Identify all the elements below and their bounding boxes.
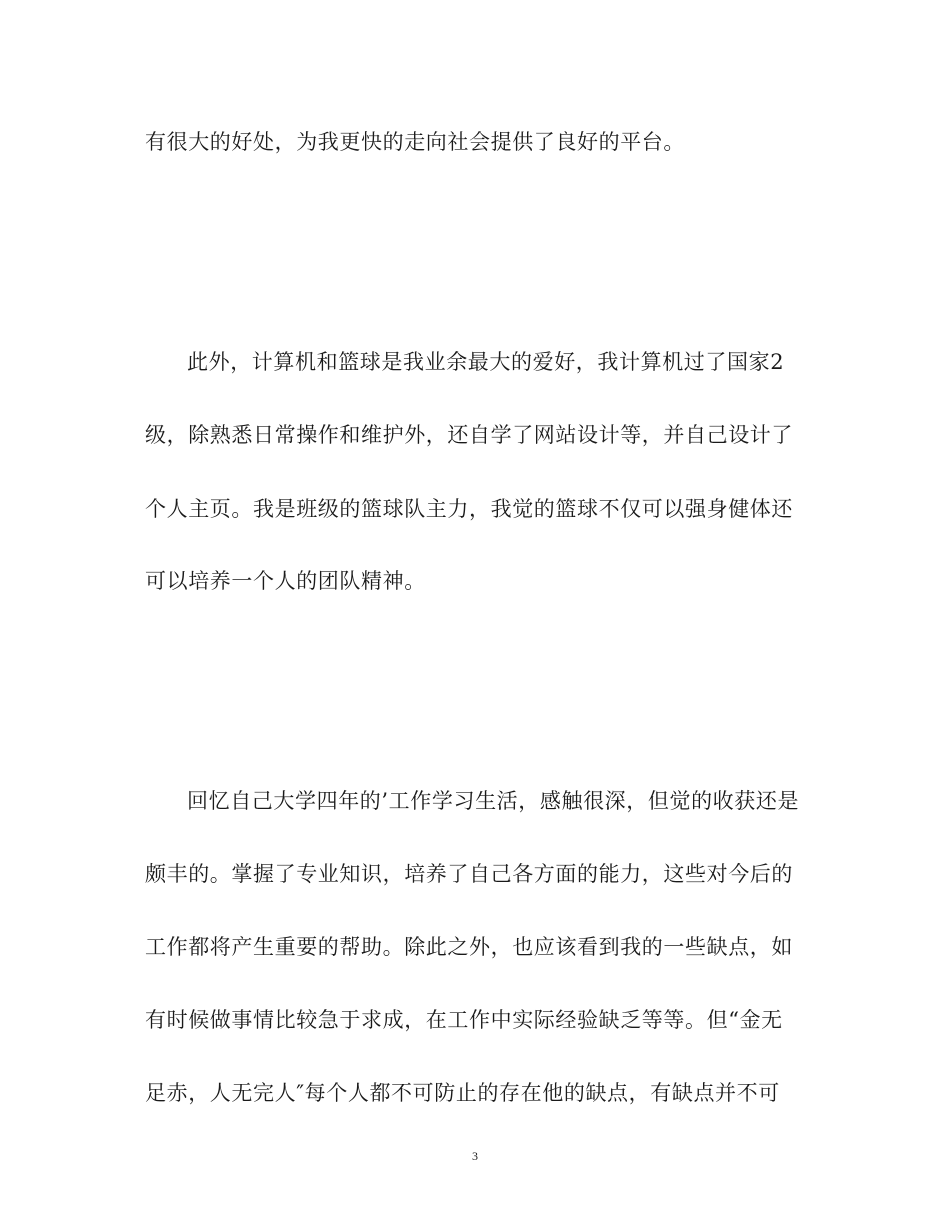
text-line: 足赤，人无完人″每个人都不可防止的存在他的缺点，有缺点并不可	[145, 1081, 780, 1105]
text-line: 此外，计算机和篮球是我业余最大的爱好，我计算机过了国家2	[187, 350, 785, 374]
text-line: 级，除熟悉日常操作和维护外，还自学了网站设计等，并自己设计了	[145, 423, 793, 447]
text-line: 个人主页。我是班级的篮球队主力，我觉的篮球不仅可以强身健体还	[145, 497, 793, 521]
text-line: 颇丰的。掌握了专业知识，培养了自己各方面的能力，这些对今后的	[145, 862, 793, 886]
text-line: 可以培养一个人的团队精神。	[145, 569, 426, 593]
text-line: 工作都将产生重要的帮助。除此之外，也应该看到我的一些缺点，如	[145, 935, 793, 959]
text-line: 有时候做事情比较急于求成，在工作中实际经验缺乏等等。但“金无	[145, 1008, 783, 1032]
text-line: 有很大的好处，为我更快的走向社会提供了良好的平台。	[145, 130, 685, 154]
text-line: 回忆自己大学四年的’工作学习生活，感触很深，但觉的收获还是	[187, 789, 800, 813]
page-number: 3	[472, 1149, 478, 1163]
